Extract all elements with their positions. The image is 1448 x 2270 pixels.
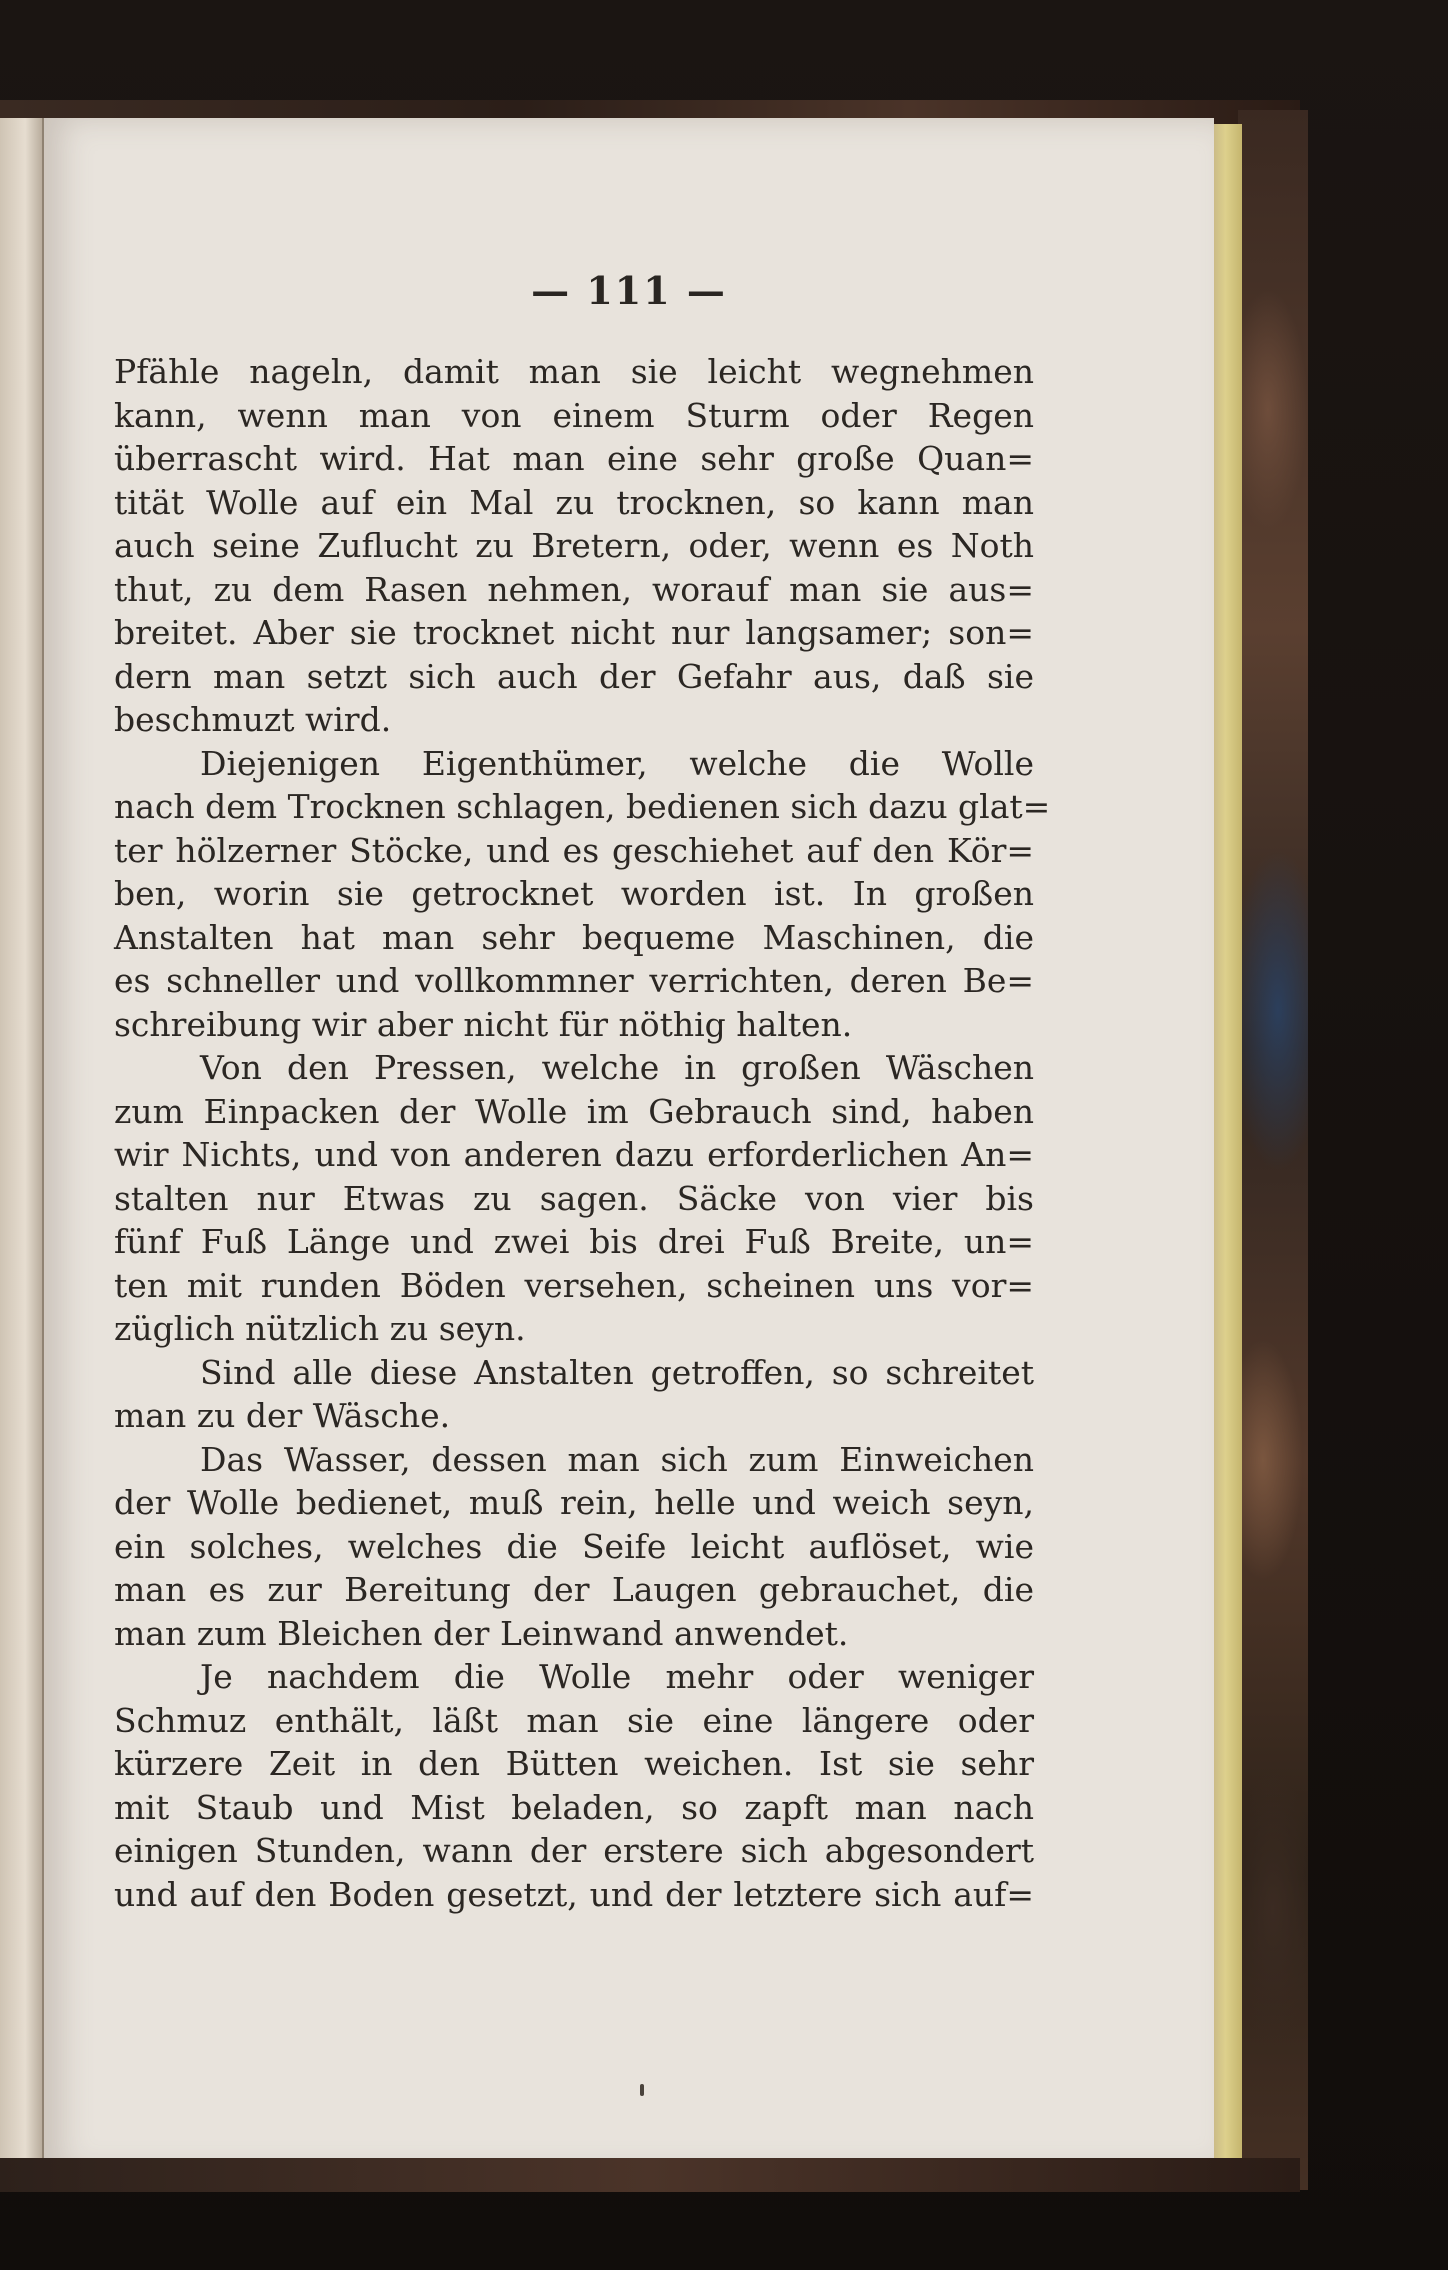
text-line: ten mit runden Böden versehen, scheinen uns vor= — [114, 1265, 1034, 1305]
text-line: es schneller und vollkommner verrichten, deren Be= — [114, 961, 1034, 1000]
page-stack-edge — [1212, 124, 1242, 2174]
text-line: Je nachdem die Wolle mehr oder weniger — [200, 1657, 1034, 1696]
text-line: ter hölzerner Stöcke, und es geschiehet auf den Kör= — [114, 830, 1034, 870]
text-line: thut, zu dem Rasen nehmen, worauf man sie aus= — [114, 569, 1034, 609]
text-line: tität Wolle auf ein Mal zu trocknen, so kann man — [114, 482, 1034, 522]
text-line: Das Wasser, dessen man sich zum Einweichen — [200, 1439, 1034, 1479]
body-text — [114, 350, 1051, 1916]
marbled-cover — [1238, 110, 1308, 2190]
text-line: einigen Stunden, wann der erstere sich abgesondert — [114, 1831, 1034, 1870]
book-page — [44, 118, 1214, 2172]
text-line: Pfähle nageln, damit man sie leicht wegnehmen — [114, 352, 1034, 391]
text-line: man zum Bleichen der Leinwand anwendet. — [114, 1613, 849, 1653]
text-line: der Wolle bedienet, muß rein, helle und weich seyn, — [114, 1483, 1034, 1522]
cover-bottom-edge — [0, 2158, 1300, 2192]
text-line: Anstalten hat man sehr bequeme Maschinen, die — [114, 917, 1034, 957]
text-line: kann, wenn man von einem Sturm oder Regen — [114, 395, 1034, 435]
text-line: mit Staub und Mist beladen, so zapft man nach — [114, 1787, 1034, 1827]
text-line: man es zur Bereitung der Laugen gebrauchet, die — [114, 1570, 1034, 1609]
text-line: Sind alle diese Anstalten getroffen, so schreitet — [200, 1352, 1034, 1392]
text-line: ein solches, welches die Seife leicht auflöset, wie — [114, 1526, 1034, 1566]
text-line: und auf den Boden gesetzt, und der letztere sich auf= — [114, 1874, 1034, 1914]
text-line: beschmuzt wird. — [114, 700, 392, 739]
text-line: zum Einpacken der Wolle im Gebrauch sind, haben — [114, 1091, 1034, 1131]
text-line: man zu der Wäsche. — [114, 1396, 451, 1435]
left-page-edge — [0, 118, 44, 2168]
text-line: breitet. Aber sie trocknet nicht nur langsamer; son= — [114, 613, 1034, 652]
text-line: züglich nützlich zu seyn. — [114, 1309, 526, 1348]
text-line: Schmuz enthält, läßt man sie eine längere oder — [114, 1700, 1034, 1740]
text-line: auch seine Zuflucht zu Bretern, oder, wenn es Noth — [114, 526, 1034, 565]
text-line: fünf Fuß Länge und zwei bis drei Fuß Breite, un= — [114, 1222, 1034, 1261]
text-line: kürzere Zeit in den Bütten weichen. Ist sie sehr — [114, 1744, 1034, 1783]
text-line: Diejenigen Eigenthümer, welche die Wolle — [200, 743, 1034, 783]
text-line: schreibung wir aber nicht für nöthig halten. — [114, 1004, 853, 1044]
page-number: — 111 — — [531, 268, 727, 313]
text-line: ben, worin sie getrocknet worden ist. In großen — [114, 874, 1034, 913]
text-line: Von den Pressen, welche in großen Wäschen — [200, 1048, 1034, 1087]
text-line: wir Nichts, und von anderen dazu erforderlichen An= — [114, 1135, 1034, 1174]
text-line: stalten nur Etwas zu sagen. Säcke von vier bis — [114, 1178, 1034, 1218]
text-line: überrascht wird. Hat man eine sehr große Quan= — [114, 439, 1034, 478]
text-line: nach dem Trocknen schlagen, bedienen sich dazu glat= — [114, 787, 1051, 826]
paper-speck — [640, 2084, 644, 2096]
text-line: dern man setzt sich auch der Gefahr aus, daß sie — [114, 656, 1034, 696]
